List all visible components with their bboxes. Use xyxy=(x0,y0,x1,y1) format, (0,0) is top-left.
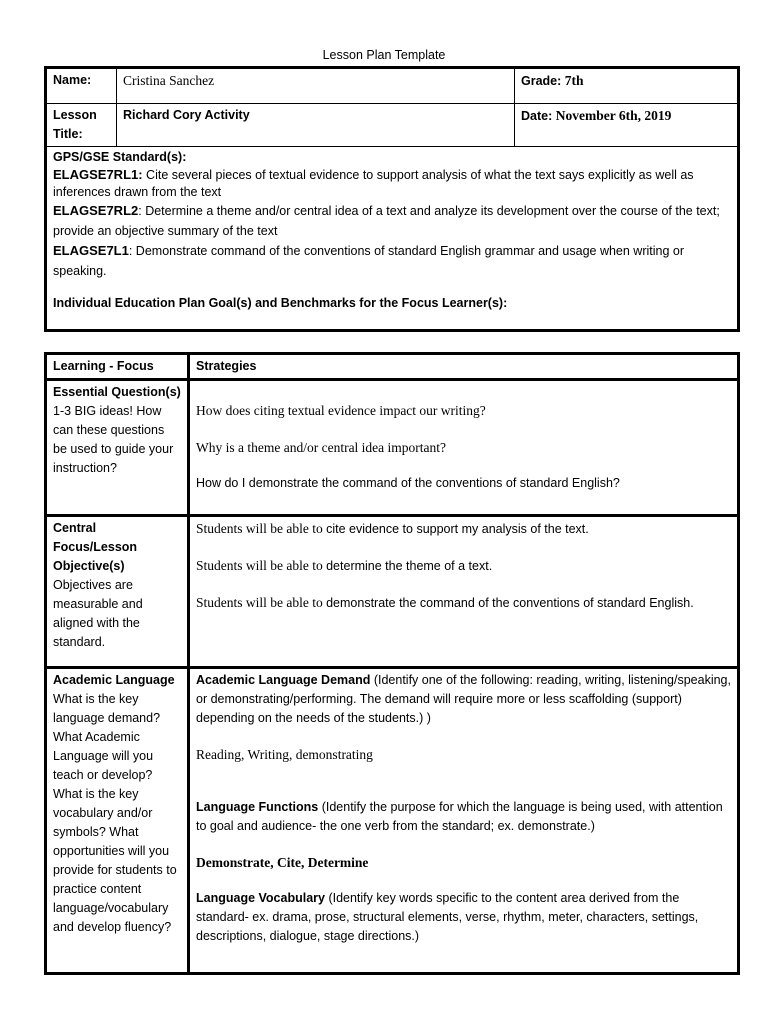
objective-3 xyxy=(196,593,731,613)
standard-code: ELAGSE7RL1: xyxy=(53,167,143,182)
date-label: Date: xyxy=(521,109,553,123)
lesson-label-line1: Lesson xyxy=(53,108,97,122)
iep-heading: Individual Education Plan Goal(s) and Benchmarks for the Focus Learner(s): xyxy=(53,296,508,310)
language-vocabulary xyxy=(196,889,731,946)
objective-text: demonstrate the command of the conventions of standard English. xyxy=(326,596,694,610)
document-title: Lesson Plan Template xyxy=(322,48,446,62)
standard-text: : Demonstrate command of the conventions of standard English grammar and usage when writing or speaking. xyxy=(53,244,685,278)
strategies-header: Strategies xyxy=(196,359,257,373)
standard-item xyxy=(53,166,731,201)
lesson-label-line2: Title: xyxy=(53,127,83,141)
essential-questions-cell xyxy=(189,380,739,516)
language-vocabulary-text: (Identify key words specific to the content area derived from the standard- ex. drama, prose, structural elements, verse, rhythm, meter, characters, settings, descriptions, dialogue, stage directions.) xyxy=(196,891,699,943)
lesson-title-label-cell xyxy=(46,104,117,147)
objective-text: determine the theme of a text. xyxy=(326,559,493,573)
academic-language-label-cell xyxy=(46,668,189,974)
col-header-strategies xyxy=(189,354,739,380)
learning-focus-header: Learning - Focus xyxy=(53,359,154,373)
date-cell xyxy=(515,104,739,147)
objectives-cell xyxy=(189,516,739,668)
central-focus-label-cell xyxy=(46,516,189,668)
objective-1 xyxy=(196,519,731,539)
language-functions-heading: Language Functions xyxy=(196,800,319,814)
objective-prefix: Students will be able to xyxy=(196,595,327,610)
essential-label-bold: Essential Question(s) xyxy=(53,385,181,399)
essential-question-2: Why is a theme and/or central idea important? xyxy=(196,440,447,455)
language-demand-text: (Identify one of the following: reading, writing, listening/speaking, or demonstrating/performing. The demand will require more or less scaffolding (support) depending on the needs of the students.) ) xyxy=(196,673,731,725)
standard-text: Cite several pieces of textual evidence to support analysis of what the text says explicitly as well as inferences drawn from the text xyxy=(53,168,694,199)
lesson-title-value: Richard Cory Activity xyxy=(123,108,250,122)
language-demand-answer: Reading, Writing, demonstrating xyxy=(196,747,373,762)
central-focus-label-bold: Central Focus/Lesson Objective(s) xyxy=(53,521,138,573)
language-functions xyxy=(196,798,731,836)
language-vocabulary-heading: Language Vocabulary xyxy=(196,891,325,905)
language-demand xyxy=(196,671,731,728)
standard-item xyxy=(53,201,731,241)
academic-language-cell xyxy=(189,668,739,974)
standards-cell xyxy=(46,147,739,331)
objective-2 xyxy=(196,556,731,576)
academic-language-label-bold: Academic Language xyxy=(53,673,175,687)
essential-question-1: How does citing textual evidence impact our writing? xyxy=(196,403,486,418)
name-label: Name: xyxy=(53,73,92,87)
objective-prefix: Students will be able to xyxy=(196,558,327,573)
objective-text: cite evidence to support my analysis of the text. xyxy=(326,522,589,536)
grade-value: 7th xyxy=(564,73,584,88)
learning-focus-table xyxy=(44,352,740,975)
essential-question-label-cell xyxy=(46,380,189,516)
date-value: November 6th, 2019 xyxy=(555,108,672,123)
name-label-cell xyxy=(46,68,117,104)
language-demand-heading: Academic Language Demand xyxy=(196,673,371,687)
essential-question-3: How do I demonstrate the command of the conventions of standard English? xyxy=(196,476,620,490)
standards-heading: GPS/GSE Standard(s): xyxy=(53,150,187,164)
academic-language-label-text: What is the key language demand? What Academic Language will you teach or develop? What is the key vocabulary and/or symbols? What opportunities will you provide for students to practice content language/vocabulary and develop fluency? xyxy=(53,692,177,934)
standard-code: ELAGSE7RL2 xyxy=(53,203,139,218)
col-header-learning-focus xyxy=(46,354,189,380)
language-functions-text: (Identify the purpose for which the language is being used, with attention to goal and audience- the one verb from the standard; ex. demonstrate.) xyxy=(196,800,723,833)
language-functions-answer: Demonstrate, Cite, Determine xyxy=(196,855,369,870)
objective-prefix: Students will be able to xyxy=(196,521,327,536)
grade-label: Grade: xyxy=(521,74,562,88)
standard-text: : Determine a theme and/or central idea of a text and analyze its development over the course of the text; provide an objective summary of the text xyxy=(53,204,720,238)
standard-item xyxy=(53,241,731,281)
lesson-title-value-cell xyxy=(117,104,515,147)
name-value-cell xyxy=(117,68,515,104)
grade-cell xyxy=(515,68,739,104)
lesson-header-table xyxy=(44,66,740,332)
central-focus-label-text: Objectives are measurable and aligned with the standard. xyxy=(53,578,143,649)
essential-label-text: 1-3 BIG ideas! How can these questions be used to guide your instruction? xyxy=(53,404,174,475)
name-value: Cristina Sanchez xyxy=(123,73,215,88)
standard-code: ELAGSE7L1 xyxy=(53,243,129,258)
